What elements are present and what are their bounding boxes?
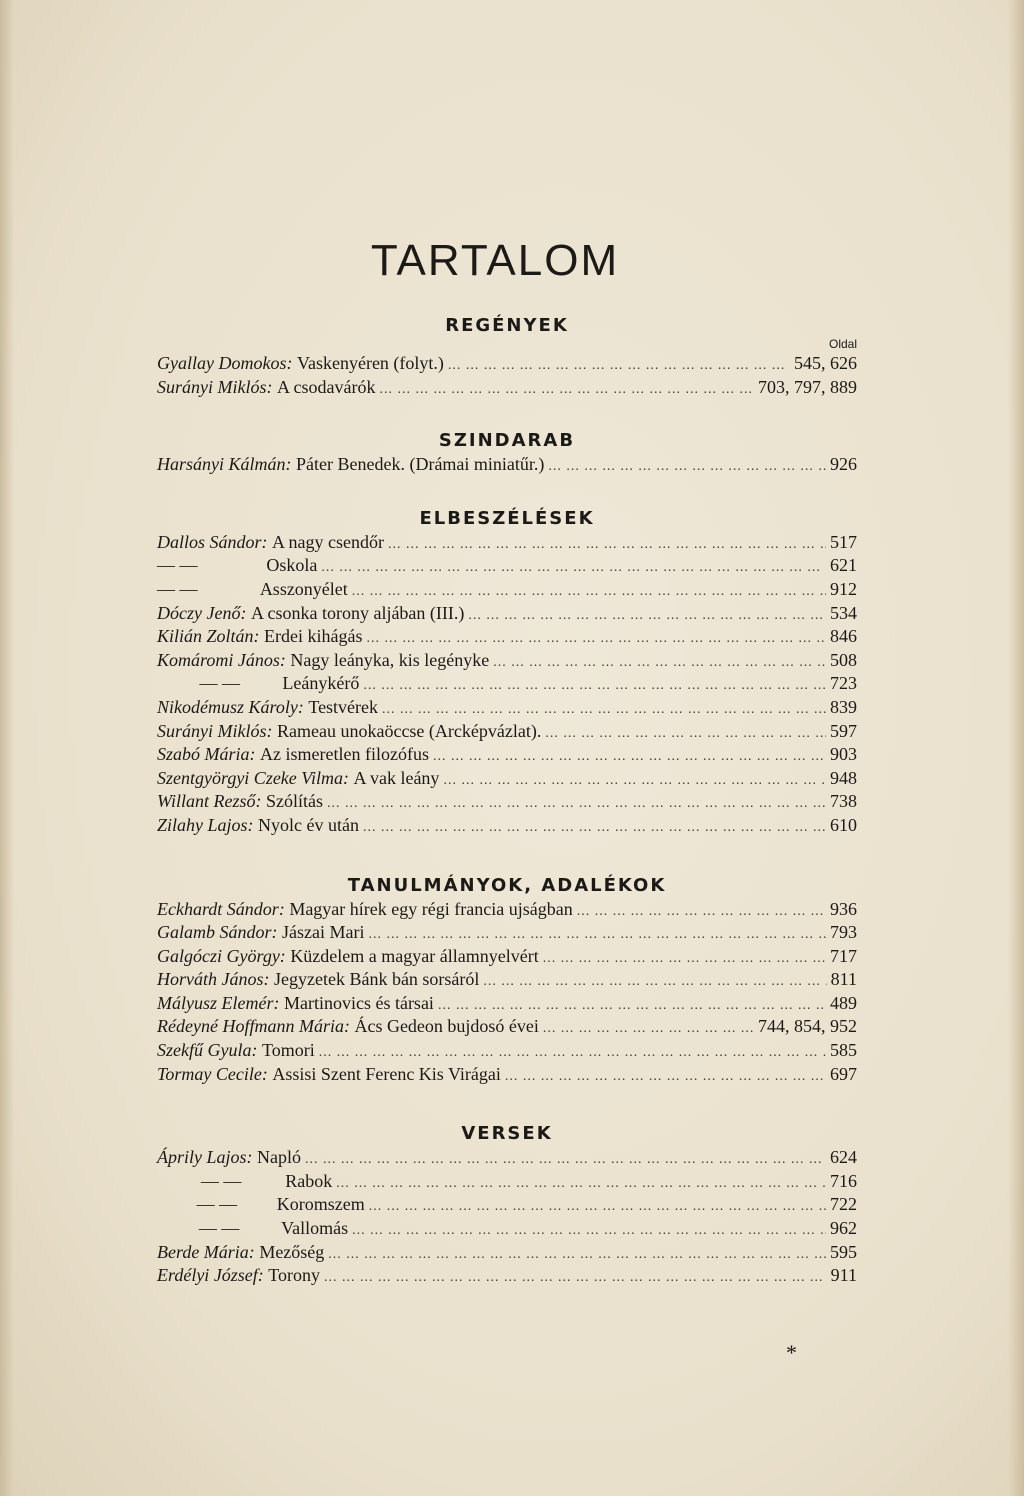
section-elbeszelesek <box>157 507 857 838</box>
toc-entry <box>157 602 857 626</box>
entry-title: A nagy csendőr <box>272 531 384 552</box>
entry-title: Küzdelem a magyar államnyelvért <box>290 945 539 966</box>
dot-leader <box>352 1219 826 1243</box>
toc-entry <box>157 453 857 477</box>
dot-leader <box>545 722 826 746</box>
ditto-author: — — <box>196 1194 238 1215</box>
toc-entry <box>157 968 857 992</box>
toc-entry <box>157 743 857 767</box>
section-tanulmanyok <box>157 874 857 1087</box>
entry-title: Tomori <box>261 1040 315 1061</box>
entry-title: Torony <box>268 1265 321 1286</box>
entry-pages: 948 <box>830 767 857 788</box>
entry-pages: 793 <box>830 922 857 943</box>
entry-title: Asszonyélet <box>259 578 348 599</box>
entry-pages: 926 <box>830 454 857 475</box>
dot-leader <box>448 354 790 378</box>
dot-leader <box>363 816 826 840</box>
toc-entry <box>157 767 857 791</box>
dot-leader <box>388 533 826 557</box>
dot-leader <box>543 947 826 971</box>
entry-pages: 962 <box>830 1218 857 1239</box>
toc-entry <box>157 898 857 922</box>
entry-pages: 534 <box>830 602 857 623</box>
toc-entry <box>157 672 857 696</box>
toc-entry <box>157 814 857 838</box>
section-heading: VERSEK <box>461 1123 553 1145</box>
table-of-contents <box>157 314 857 1288</box>
toc-entry <box>157 1264 857 1288</box>
dot-leader <box>577 900 826 924</box>
end-mark-asterisk: * <box>786 1340 797 1365</box>
dot-leader <box>438 994 826 1018</box>
section-heading: REGÉNYEK <box>445 315 569 336</box>
toc-entry <box>157 1146 857 1170</box>
entry-pages: 912 <box>830 578 857 599</box>
entry-author: Áprily Lajos: <box>157 1147 253 1168</box>
toc-entry <box>157 1193 857 1217</box>
toc-entry <box>157 1015 857 1039</box>
section-versek <box>157 1122 857 1288</box>
entry-author: Surányi Miklós: <box>157 376 273 397</box>
entry-author: Komáromi János: <box>157 649 286 670</box>
entry-author: Nikodémusz Károly: <box>157 696 304 717</box>
entry-author: Galgóczi György: <box>157 945 286 966</box>
entry-title: Jegyzetek Bánk bán sorsáról <box>273 969 480 990</box>
entry-pages: 595 <box>830 1241 857 1262</box>
dot-leader <box>324 1266 827 1290</box>
dot-leader <box>352 580 826 604</box>
entry-title: Magyar hírek egy régi francia ujságban <box>289 898 573 919</box>
dot-leader <box>433 745 826 769</box>
entry-title: Erdei kihágás <box>264 626 363 647</box>
section-heading: TANULMÁNYOK, ADALÉKOK <box>347 874 667 896</box>
entry-title: Páter Benedek. (Drámai miniatűr.) <box>296 454 545 475</box>
entry-title: Rameau unokaöccse (Arcképvázlat). <box>276 720 542 741</box>
entry-author: Rédeyné Hoffmann Mária: <box>157 1016 350 1037</box>
ditto-author: — — <box>199 673 240 694</box>
toc-entry <box>157 649 857 673</box>
dot-leader <box>483 970 826 994</box>
entry-pages: 545, 626 <box>794 353 857 373</box>
toc-entry <box>157 625 857 649</box>
dot-leader <box>443 769 826 793</box>
section-szindarab <box>157 429 857 477</box>
toc-entry <box>157 352 857 376</box>
entry-pages: 722 <box>830 1194 857 1215</box>
entry-author: Eckhardt Sándor: <box>157 898 285 919</box>
dot-leader <box>493 651 826 675</box>
dot-leader <box>548 455 826 479</box>
entry-author: Dóczy Jenő: <box>157 602 247 623</box>
entry-pages: 508 <box>830 649 857 670</box>
entry-author: Szekfű Gyula: <box>157 1040 258 1061</box>
toc-entry <box>157 578 857 602</box>
entry-pages: 911 <box>830 1265 857 1286</box>
page-column-label: Oldal <box>828 337 857 351</box>
dot-leader <box>505 1065 826 1089</box>
ditto-author: — — <box>157 555 198 576</box>
toc-entry <box>157 554 857 578</box>
entry-pages: 738 <box>830 791 857 812</box>
entry-title: Jászai Mari <box>282 922 365 943</box>
entry-author: Szentgyörgyi Czeke Vilma: <box>157 767 349 788</box>
entry-author: Erdélyi József: <box>157 1265 264 1286</box>
entry-title: Szólítás <box>266 791 323 812</box>
entry-author: Mályusz Elemér: <box>157 992 280 1013</box>
entry-title: Nyolc év után <box>258 814 359 835</box>
dot-leader <box>319 1041 826 1065</box>
dot-leader <box>369 1195 826 1219</box>
entry-author: Willant Rezső: <box>157 791 262 812</box>
entry-title: Az ismeretlen filozófus <box>260 744 429 765</box>
entry-title: Leánykérő <box>282 673 360 694</box>
entry-title: Ács Gedeon bujdosó évei <box>354 1016 539 1037</box>
entry-author: Harsányi Kálmán: <box>157 454 292 475</box>
entry-author: Horváth János: <box>157 969 270 990</box>
dot-leader <box>379 378 754 402</box>
entry-pages: 597 <box>830 720 857 741</box>
ditto-author: — — <box>198 1218 240 1239</box>
entry-author: Szabó Mária: <box>157 744 256 765</box>
dot-leader <box>468 604 826 628</box>
entry-pages: 703, 797, 889 <box>758 376 857 397</box>
dot-leader <box>368 923 826 947</box>
entry-author: Zilahy Lajos: <box>157 814 254 835</box>
entry-pages: 839 <box>830 696 857 717</box>
entry-pages: 716 <box>830 1170 857 1191</box>
entry-title: Assisi Szent Ferenc Kis Virágai <box>272 1063 501 1084</box>
section-regenyek <box>157 314 857 399</box>
toc-entry <box>157 1217 857 1241</box>
entry-title: A csodavárók <box>276 376 376 397</box>
entry-title: Vaskenyéren (folyt.) <box>296 353 444 373</box>
page-title: TARTALOM <box>370 236 620 285</box>
ditto-author: — — <box>200 1170 242 1191</box>
toc-entry <box>157 531 857 555</box>
section-heading: ELBESZÉLÉSEK <box>419 507 595 529</box>
entry-pages: 723 <box>830 673 857 694</box>
entry-title: A vak leány <box>353 767 440 788</box>
entry-title: Testvérek <box>308 696 379 717</box>
page-edge-left <box>0 0 14 1496</box>
entry-author: Gyallay Domokos: <box>157 353 293 373</box>
entry-pages: 624 <box>830 1147 857 1168</box>
entry-title: Koromszem <box>276 1194 365 1215</box>
toc-entry <box>157 1170 857 1194</box>
dot-leader <box>327 792 826 816</box>
ditto-author: — — <box>157 578 198 599</box>
entry-author: Berde Mária: <box>157 1241 255 1262</box>
entry-pages: 621 <box>830 555 857 576</box>
entry-author: Galamb Sándor: <box>157 922 278 943</box>
entry-title: Martinovics és társai <box>283 992 434 1013</box>
dot-leader <box>382 698 826 722</box>
dot-leader <box>305 1148 826 1172</box>
entry-author: Kilián Zoltán: <box>157 626 260 647</box>
toc-entry <box>157 1241 857 1265</box>
toc-entry <box>157 376 857 400</box>
entry-pages: 610 <box>830 814 857 835</box>
entry-title: Mezőség <box>259 1241 325 1262</box>
entry-pages: 744, 854, 952 <box>758 1016 857 1037</box>
entry-author: Surányi Miklós: <box>157 720 273 741</box>
entry-pages: 846 <box>830 626 857 647</box>
toc-entry <box>157 720 857 744</box>
toc-entry <box>157 1063 857 1087</box>
entry-author: Dallos Sándor: <box>157 531 268 552</box>
toc-entry <box>157 921 857 945</box>
entry-title: Nagy leányka, kis legényke <box>290 649 490 670</box>
dot-leader <box>366 627 826 651</box>
toc-entry <box>157 992 857 1016</box>
entry-pages: 517 <box>830 531 857 552</box>
toc-entry <box>157 696 857 720</box>
entry-pages: 936 <box>830 898 857 919</box>
entry-title: Rabok <box>285 1170 333 1191</box>
section-heading: SZINDARAB <box>438 430 576 452</box>
dot-leader <box>543 1017 754 1041</box>
entry-pages: 811 <box>830 969 857 990</box>
entry-title: Vallomás <box>281 1218 349 1239</box>
entry-author: Tormay Cecile: <box>157 1063 268 1084</box>
dot-leader <box>321 556 826 580</box>
dot-leader <box>363 674 826 698</box>
entry-pages: 717 <box>830 945 857 966</box>
dot-leader <box>328 1243 826 1267</box>
toc-entry <box>157 945 857 969</box>
entry-pages: 489 <box>830 992 857 1013</box>
entry-pages: 903 <box>830 744 857 765</box>
entry-pages: 697 <box>830 1063 857 1084</box>
entry-title: A csonka torony aljában (III.) <box>250 602 465 623</box>
dot-leader <box>336 1172 826 1196</box>
toc-entry <box>157 1039 857 1063</box>
page-edge-right <box>1008 0 1024 1496</box>
entry-pages: 585 <box>830 1040 857 1061</box>
entry-title: Oskola <box>266 555 318 576</box>
entry-title: Napló <box>257 1147 302 1168</box>
toc-entry <box>157 790 857 814</box>
